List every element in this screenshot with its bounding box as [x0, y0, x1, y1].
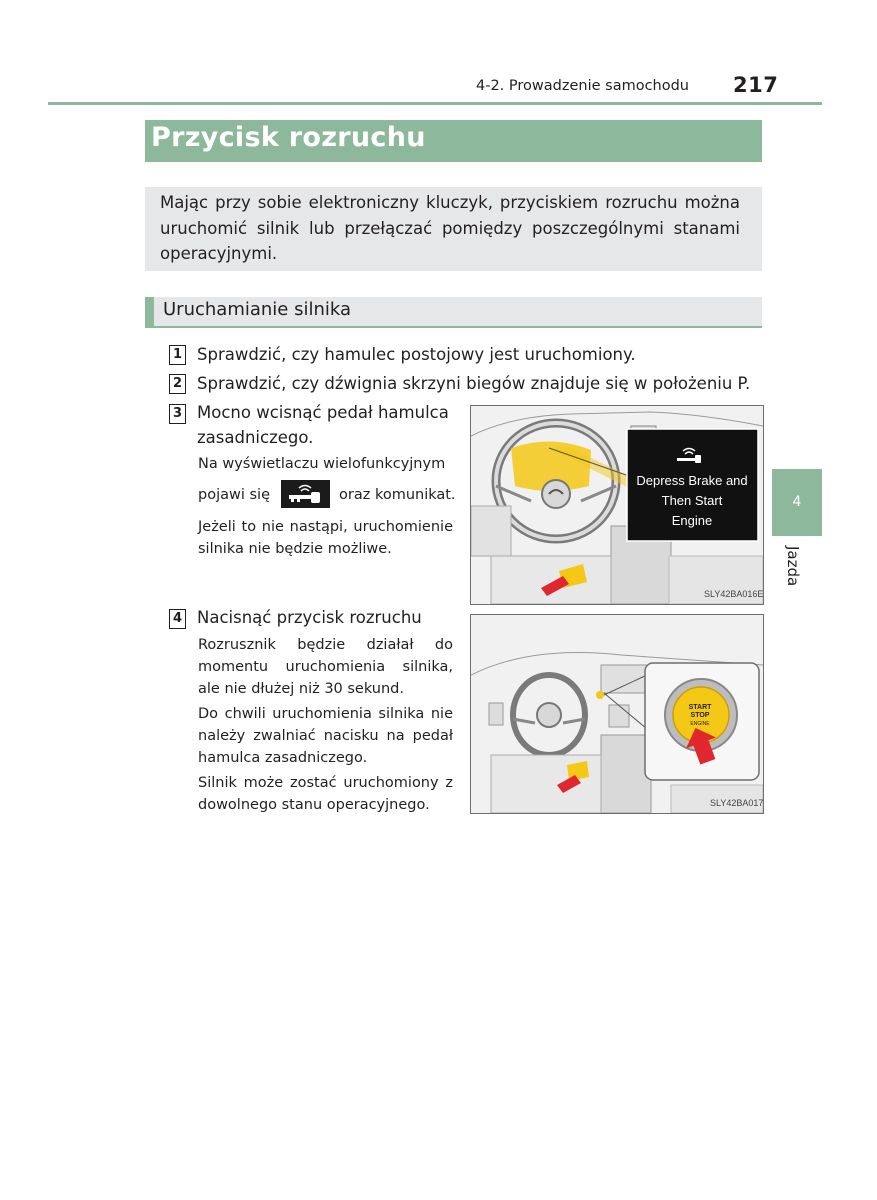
- subsection-accent: [145, 297, 154, 328]
- button-label-line3: ENGINE: [690, 721, 710, 727]
- display-message-line2: Then Start: [661, 493, 723, 508]
- key-warning-icon: [281, 480, 330, 508]
- step-3-note-1: Na wyświetlaczu wielofunkcyjnym: [198, 456, 446, 472]
- step-4-note-3: Silnik może zostać uruchomiony z dowolnego stanu operacyjnego.: [198, 775, 453, 813]
- subsection-title: Uruchamianie silnika: [163, 299, 352, 320]
- page-title: Przycisk rozruchu: [151, 122, 426, 153]
- step-number-4: 4: [169, 609, 186, 629]
- step-3-note-3: Jeżeli to nie nastąpi, uruchomienie silnika nie będzie możliwe.: [198, 519, 453, 557]
- step-3-note-2-before: pojawi się: [198, 487, 270, 503]
- chapter-tab-label: Jazda: [784, 546, 802, 587]
- step-3-text-line1: Mocno wcisnąć pedał hamulca: [197, 403, 449, 422]
- intro-text: Mając przy sobie elektroniczny kluczyk, przyciskiem rozruchu można uruchomić silnik lub przełączać pomiędzy poszczególnymi stanami operacyjnymi.: [160, 193, 740, 263]
- page-number: 217: [733, 73, 779, 97]
- step-4-note-1: Rozrusznik będzie działał do momentu uruchomienia silnika, ale nie dłużej niż 30 sekund.: [198, 637, 453, 697]
- header-rule: [48, 102, 822, 105]
- step-2-text: Sprawdzić, czy dźwignia skrzyni biegów znajduje się w położeniu P.: [197, 374, 751, 393]
- step-number-2: 2: [169, 374, 186, 394]
- figure-2-code: SLY42BA017: [710, 798, 764, 808]
- step-1-text: Sprawdzić, czy hamulec postojowy jest uruchomiony.: [197, 345, 636, 364]
- running-header-section: 4-2. Prowadzenie samochodu: [476, 78, 689, 94]
- display-message: [627, 471, 757, 531]
- step-number-3: 3: [169, 404, 186, 424]
- step-number-1: 1: [169, 345, 186, 365]
- display-message-line3: Engine: [671, 513, 713, 528]
- start-stop-button-label: [680, 704, 720, 728]
- display-message-line1: Depress Brake and: [636, 473, 748, 488]
- step-3-text-line2: zasadniczego.: [197, 428, 314, 447]
- step-3-note-2-after: oraz komunikat.: [339, 487, 456, 503]
- step-4-text: Nacisnąć przycisk rozruchu: [197, 608, 422, 627]
- figure-1-code: SLY42BA016E: [704, 589, 764, 599]
- button-label-line1: START: [688, 704, 712, 711]
- chapter-tab-number: 4: [792, 494, 802, 510]
- step-4-note-2: Do chwili uruchomienia silnika nie należy zwalniać nacisku na pedał hamulca zasadniczego.: [198, 706, 453, 766]
- button-label-line2: STOP: [690, 712, 710, 719]
